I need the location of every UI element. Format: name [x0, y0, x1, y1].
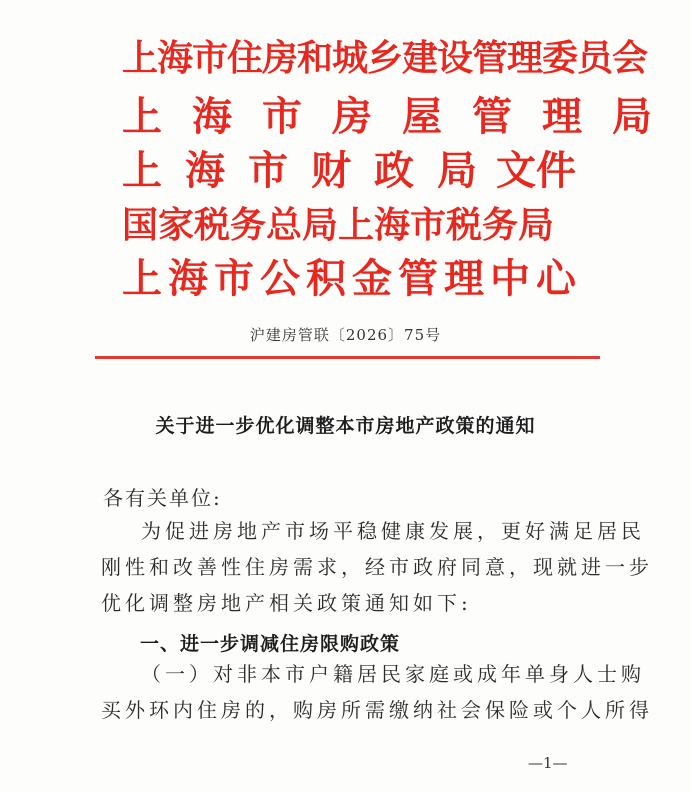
issuer-finance-bureau-name: 上海市财政局	[122, 147, 500, 194]
issuer-document-suffix: 文件	[496, 147, 576, 194]
intro-line-1: 为促进房地产市场平稳健康发展，更好满足居民	[141, 519, 645, 543]
issuer-provident-fund-center: 上海市公积金管理中心	[122, 255, 582, 302]
document-number: 沪建房管联〔2026〕75号	[249, 326, 442, 344]
intro-line-2: 刚性和改善性住房需求，经市政府同意，现就进一步	[101, 555, 653, 579]
section-1-line-2: 买外环内住房的，购房所需缴纳社会保险或个人所得	[101, 698, 653, 722]
issuer-housing-commission: 上海市住房和城乡建设管理委员会	[122, 37, 648, 79]
section-heading-1: 一、进一步调减住房限购政策	[140, 633, 401, 655]
issuer-housing-bureau: 上海市房屋管理局	[122, 93, 682, 140]
red-divider-line	[95, 356, 600, 359]
issuer-tax-bureau: 国家税务总局上海市税务局	[122, 204, 555, 246]
salutation: 各有关单位:	[103, 486, 222, 510]
section-1-line-1: （一）对非本市户籍居民家庭或成年单身人士购	[141, 662, 645, 686]
intro-line-3: 优化调整房地产相关政策通知如下:	[101, 591, 472, 615]
issuer-finance-bureau	[122, 147, 576, 194]
page-number: —1—	[528, 754, 568, 772]
notice-title: 关于进一步优化调整本市房地产政策的通知	[155, 415, 536, 437]
